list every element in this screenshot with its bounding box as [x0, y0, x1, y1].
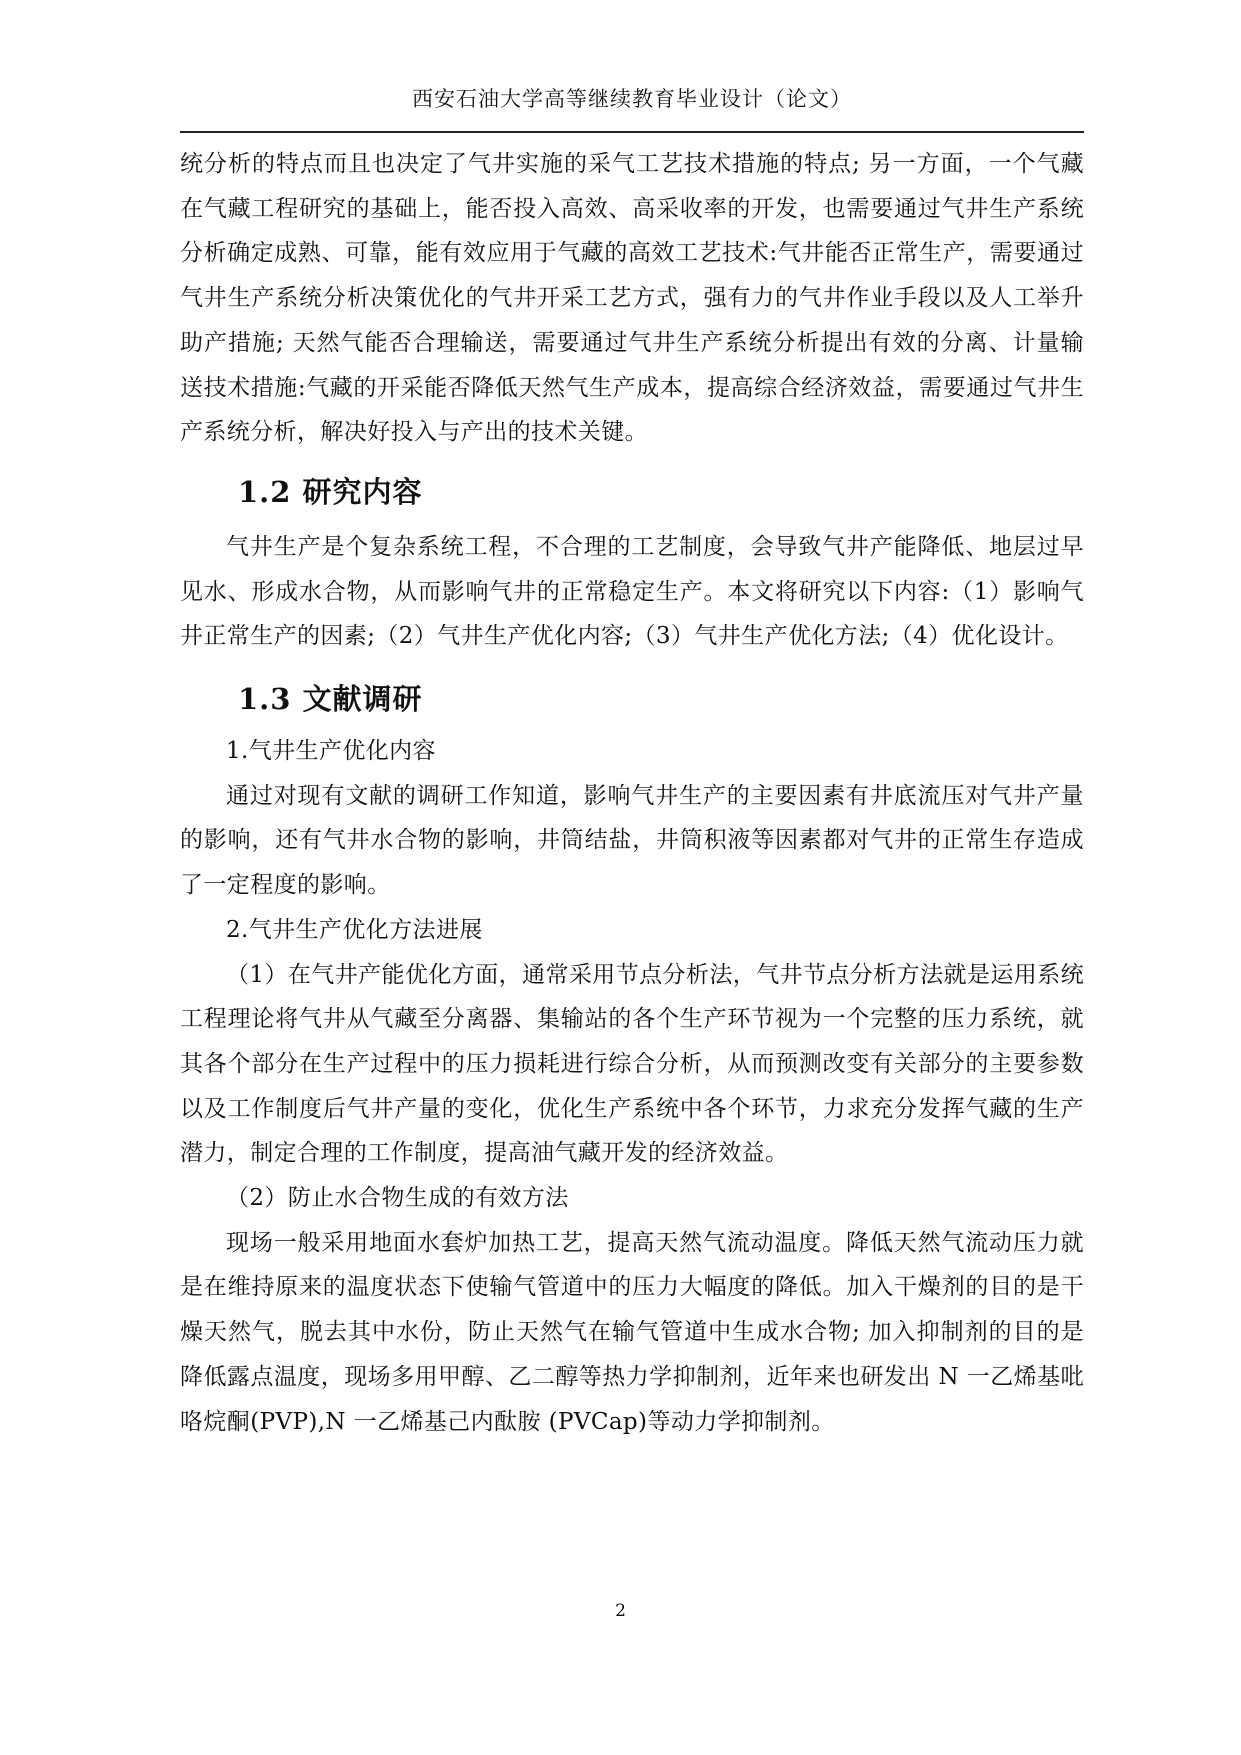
method-item-1-paragraph: （1）在气井产能优化方面，通常采用节点分析法，气井节点分析方法就是运用系统工程理论将气井从气藏至分离器、集输站的各个生产环节视为一个完整的压力系统，就其各个部分在生产过程中的压力损耗进行综合分析，从而预测改变有关部分的主要参数以及工作制度后气井产量的变化，优化生产系统中各个环节，力求充分发挥气藏的生产潜力，制定合理的工作制度，提高油气藏开发的经济效益。 — [180, 961, 1084, 1167]
section-heading-1-2: 1.2 研究内容 — [238, 474, 423, 509]
subsection-title-1: 1.气井生产优化内容 — [226, 738, 436, 765]
page-header: 西安石油大学高等继续教育毕业设计（论文） — [412, 87, 852, 111]
subsection-paragraph-1: 通过对现有文献的调研工作知道，影响气井生产的主要因素有井底流压对气井产量的影响，还有气井水合物的影响，井筒结盐，井筒积液等因素都对气井的正常生存造成了一定程度的影响。 — [180, 782, 1084, 899]
method-item-2-paragraph: 现场一般采用地面水套炉加热工艺，提高天然气流动温度。降低天然气流动压力就是在维持原来的温度状态下使输气管道中的压力大幅度的降低。加入干燥剂的目的是干燥天然气，脱去其中水份，防止天然气在输气管道中生成水合物; 加入抑制剂的目的是降低露点温度，现场多用甲醇、乙二醇等热力学抑制剂，近年来也研发出 N 一乙烯基吡咯烷酮(PVP),N 一乙烯基己内酞胺 (PVCap)等动力学抑制剂。 — [180, 1229, 1084, 1435]
intro-paragraph: 统分析的特点而且也决定了气井实施的采气工艺技术措施的特点; 另一方面，一个气藏在气藏工程研究的基础上，能否投入高效、高采收率的开发，也需要通过气井生产系统分析确定成熟、可靠，能有效应用于气藏的高效工艺技术:气井能否正常生产，需要通过气井生产系统分析决策优化的气井开采工艺方式，强有力的气井作业手段以及人工举升助产措施; 天然气能否合理输送，需要通过气井生产系统分析提出有效的分离、计量输送技术措施:气藏的开采能否降低天然气生产成本，提高综合经济效益，需要通过气井生产系统分析，解决好投入与产出的技术关键。 — [180, 151, 1084, 446]
section-heading-1-3: 1.3 文献调研 — [238, 682, 423, 717]
page-content — [180, 142, 1084, 1444]
method-item-2-title: （2）防止水合物生成的有效方法 — [226, 1185, 569, 1212]
subsection-title-2: 2.气井生产优化方法进展 — [226, 916, 483, 943]
research-content-paragraph: 气井生产是个复杂系统工程，不合理的工艺制度，会导致气井产能降低、地层过早见水、形成水合物，从而影响气井的正常稳定生产。本文将研究以下内容:（1）影响气井正常生产的因素;（2）气井生产优化内容;（3）气井生产优化方法;（4）优化设计。 — [180, 533, 1084, 650]
page-number: 2 — [615, 1601, 626, 1621]
header-rule — [180, 131, 1084, 133]
